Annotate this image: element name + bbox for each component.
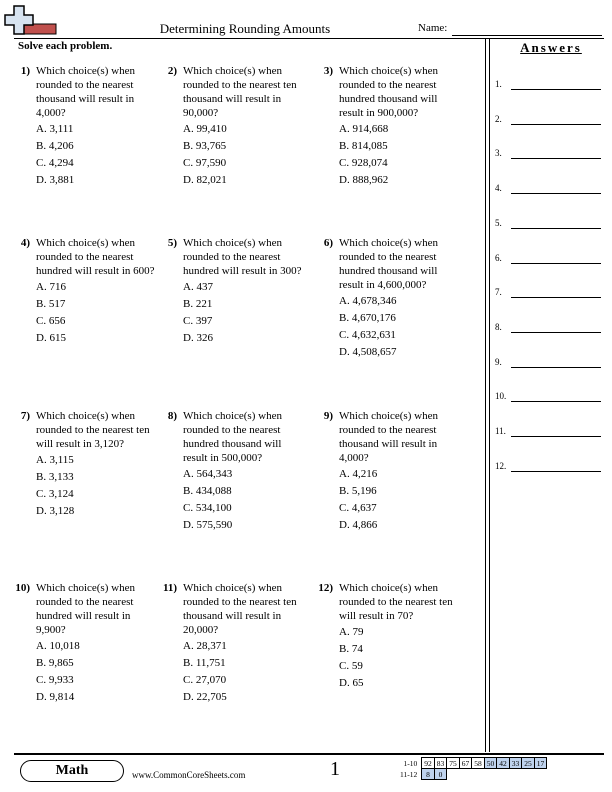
- answer-option[interactable]: A. 99,410: [183, 123, 227, 135]
- problem-question: Which choice(s) when rounded to the nearest hundred will result in 9,900?: [36, 582, 135, 636]
- answer-option[interactable]: A. 437: [183, 281, 213, 293]
- option-list: [183, 122, 227, 190]
- answer-row: [495, 148, 601, 162]
- answer-option[interactable]: B. 814,085: [339, 140, 388, 152]
- option-list: [339, 122, 388, 190]
- name-field[interactable]: [452, 35, 602, 36]
- answer-blank[interactable]: [511, 124, 601, 125]
- problem-number: 8): [167, 410, 177, 422]
- score-table: [398, 757, 547, 780]
- problem-number: 6): [323, 237, 333, 249]
- problem-question: Which choice(s) when rounded to the nearest thousand will result in 4,000?: [339, 410, 438, 464]
- answer-option[interactable]: D. 65: [339, 677, 364, 689]
- answer-option[interactable]: C. 4,632,631: [339, 329, 396, 341]
- footer-rule: [14, 753, 604, 755]
- name-label: Name:: [418, 22, 448, 34]
- score-cell: 83: [434, 758, 447, 769]
- answer-row: [495, 183, 601, 197]
- problem-question: Which choice(s) when rounded to the nearest ten will result in 70?: [339, 582, 453, 622]
- problem-question: Which choice(s) when rounded to the nearest ten thousand will result in 90,000?: [183, 65, 297, 119]
- answer-option[interactable]: D. 3,881: [36, 174, 75, 186]
- answer-option[interactable]: D. 4,866: [339, 519, 378, 531]
- option-list: [36, 453, 74, 521]
- answer-blank[interactable]: [511, 228, 601, 229]
- option-list: [339, 294, 396, 362]
- problem-number: 7): [20, 410, 30, 422]
- problem-number: 10): [15, 582, 30, 594]
- score-row: [398, 769, 547, 780]
- answer-row: [495, 357, 601, 371]
- answer-column-divider: [485, 38, 490, 752]
- problem-question: Which choice(s) when rounded to the nearest hundred will result in 600?: [36, 237, 155, 277]
- option-list: [339, 625, 363, 693]
- answer-blank[interactable]: [511, 193, 601, 194]
- score-cell: 25: [522, 758, 535, 769]
- answer-option[interactable]: D. 326: [183, 332, 213, 344]
- answer-option[interactable]: A. 3,115: [36, 454, 74, 466]
- problem-number: 4): [20, 237, 30, 249]
- problem-number: 9): [323, 410, 333, 422]
- answer-number: 1.: [495, 79, 502, 89]
- answer-row: [495, 218, 601, 232]
- answer-option[interactable]: C. 3,124: [36, 488, 74, 500]
- answer-row: [495, 391, 601, 405]
- problem-number: 1): [20, 65, 30, 77]
- option-list: [183, 639, 227, 707]
- problem-question: Which choice(s) when rounded to the nearest hundred thousand will result in 4,600,000?: [339, 237, 438, 291]
- answer-option[interactable]: C. 59: [339, 660, 363, 672]
- score-row: [398, 758, 547, 769]
- score-cell: 92: [422, 758, 435, 769]
- answer-row: [495, 287, 601, 301]
- answer-option[interactable]: B. 3,133: [36, 471, 74, 483]
- answer-option[interactable]: A. 4,216: [339, 468, 378, 480]
- answer-option[interactable]: D. 888,962: [339, 174, 389, 186]
- answer-option[interactable]: B. 74: [339, 643, 363, 655]
- answer-number: 4.: [495, 183, 502, 194]
- problem-number: 3): [323, 65, 333, 77]
- answer-number: 8.: [495, 321, 502, 332]
- score-cell: 17: [534, 758, 547, 769]
- answer-option[interactable]: B. 4,670,176: [339, 312, 396, 324]
- answer-row: [495, 461, 601, 475]
- answer-option[interactable]: A. 914,668: [339, 123, 389, 135]
- problem-question: Which choice(s) when rounded to the nearest ten thousand will result in 20,000?: [183, 582, 297, 636]
- answer-option[interactable]: B. 93,765: [183, 140, 227, 152]
- answer-option[interactable]: D. 82,021: [183, 174, 227, 186]
- score-cell: 42: [497, 758, 510, 769]
- answer-option[interactable]: A. 4,678,346: [339, 295, 397, 307]
- answer-option[interactable]: B. 11,751: [183, 657, 226, 669]
- instructions: Solve each problem.: [18, 40, 113, 52]
- answer-number: 11.: [495, 426, 506, 436]
- page-number: 1: [330, 758, 340, 780]
- problem-number: 11): [162, 582, 177, 594]
- answer-option[interactable]: A. 10,018: [36, 640, 80, 652]
- answer-number: 3.: [495, 148, 502, 159]
- problem-number: 12): [318, 582, 333, 594]
- score-cell: 58: [472, 758, 485, 769]
- score-row-label: 11-12: [400, 769, 418, 779]
- answer-option[interactable]: C. 534,100: [183, 502, 232, 514]
- answer-option[interactable]: B. 9,865: [36, 657, 74, 669]
- answer-number: 9.: [495, 356, 502, 367]
- answer-blank[interactable]: [511, 263, 601, 264]
- answer-blank[interactable]: [511, 158, 601, 159]
- subject-badge: Math: [20, 760, 124, 782]
- answer-option[interactable]: C. 928,074: [339, 157, 388, 169]
- answer-option[interactable]: C. 656: [36, 315, 66, 327]
- answer-option[interactable]: C. 4,637: [339, 502, 377, 514]
- option-list: [339, 467, 377, 535]
- website-link[interactable]: www.CommonCoreSheets.com: [132, 770, 246, 780]
- answer-blank[interactable]: [511, 89, 601, 90]
- option-list: [183, 280, 213, 348]
- score-cell: 75: [447, 758, 460, 769]
- problem-number: 2): [167, 65, 177, 77]
- score-cell: 0: [434, 769, 447, 780]
- answer-option[interactable]: A. 716: [36, 281, 66, 293]
- option-list: [36, 639, 80, 707]
- answer-option[interactable]: B. 5,196: [339, 485, 377, 497]
- score-row-label: 1-10: [403, 758, 418, 768]
- page-title: Determining Rounding Amounts: [159, 21, 331, 36]
- answer-option[interactable]: B. 517: [36, 298, 66, 310]
- answer-option[interactable]: C. 97,590: [183, 157, 227, 169]
- answer-option[interactable]: A. 28,371: [183, 640, 227, 652]
- answer-option[interactable]: D. 4,508,657: [339, 346, 397, 358]
- answer-number: 10.: [495, 391, 507, 402]
- answer-row: [495, 114, 601, 128]
- answers-title: Answers: [520, 40, 582, 55]
- answer-option[interactable]: A. 3,111: [36, 123, 74, 135]
- answer-row: [495, 79, 601, 93]
- answer-blank[interactable]: [511, 471, 601, 472]
- answer-option[interactable]: B. 434,088: [183, 485, 232, 497]
- problem-question: Which choice(s) when rounded to the nearest hundred thousand will result in 500,000?: [183, 410, 282, 464]
- answer-option[interactable]: A. 564,343: [183, 468, 233, 480]
- answer-number: 5.: [495, 217, 502, 228]
- answer-option[interactable]: C. 27,070: [183, 674, 227, 686]
- answer-option[interactable]: A. 79: [339, 626, 364, 638]
- answer-option[interactable]: D. 575,590: [183, 519, 233, 531]
- answer-option[interactable]: D. 615: [36, 332, 66, 344]
- score-cell: 50: [484, 758, 497, 769]
- answer-number: 7.: [495, 287, 502, 298]
- answer-number: 12.: [495, 460, 507, 471]
- header-rule: [14, 38, 604, 39]
- answer-option[interactable]: B. 4,206: [36, 140, 74, 152]
- answer-option[interactable]: C. 9,933: [36, 674, 74, 686]
- answer-row: [495, 322, 601, 336]
- answer-blank[interactable]: [511, 367, 601, 368]
- option-list: [183, 467, 232, 535]
- problem-question: Which choice(s) when rounded to the nearest hundred will result in 300?: [183, 237, 302, 277]
- option-list: [36, 280, 66, 348]
- answer-number: 6.: [495, 252, 502, 263]
- answer-row: [495, 426, 601, 440]
- answer-number: 2.: [495, 113, 502, 124]
- score-cell: 8: [422, 769, 435, 780]
- answer-option[interactable]: D. 22,705: [183, 691, 227, 703]
- answer-option[interactable]: C. 397: [183, 315, 213, 327]
- answer-option[interactable]: C. 4,294: [36, 157, 74, 169]
- problem-number: 5): [167, 237, 177, 249]
- problem-question: Which choice(s) when rounded to the nearest thousand will result in 4,000?: [36, 65, 135, 119]
- answer-option[interactable]: D. 3,128: [36, 505, 75, 517]
- score-cell: 33: [509, 758, 522, 769]
- option-list: [36, 122, 74, 190]
- answer-blank[interactable]: [511, 436, 601, 437]
- answer-blank[interactable]: [511, 401, 601, 402]
- answer-blank[interactable]: [511, 332, 601, 333]
- problem-question: Which choice(s) when rounded to the nearest ten will result in 3,120?: [36, 410, 150, 450]
- answer-option[interactable]: D. 9,814: [36, 691, 75, 703]
- score-cell: 67: [459, 758, 472, 769]
- answer-row: [495, 253, 601, 267]
- problem-question: Which choice(s) when rounded to the nearest hundred thousand will result in 900,000?: [339, 65, 438, 119]
- answer-blank[interactable]: [511, 297, 601, 298]
- answer-option[interactable]: B. 221: [183, 298, 213, 310]
